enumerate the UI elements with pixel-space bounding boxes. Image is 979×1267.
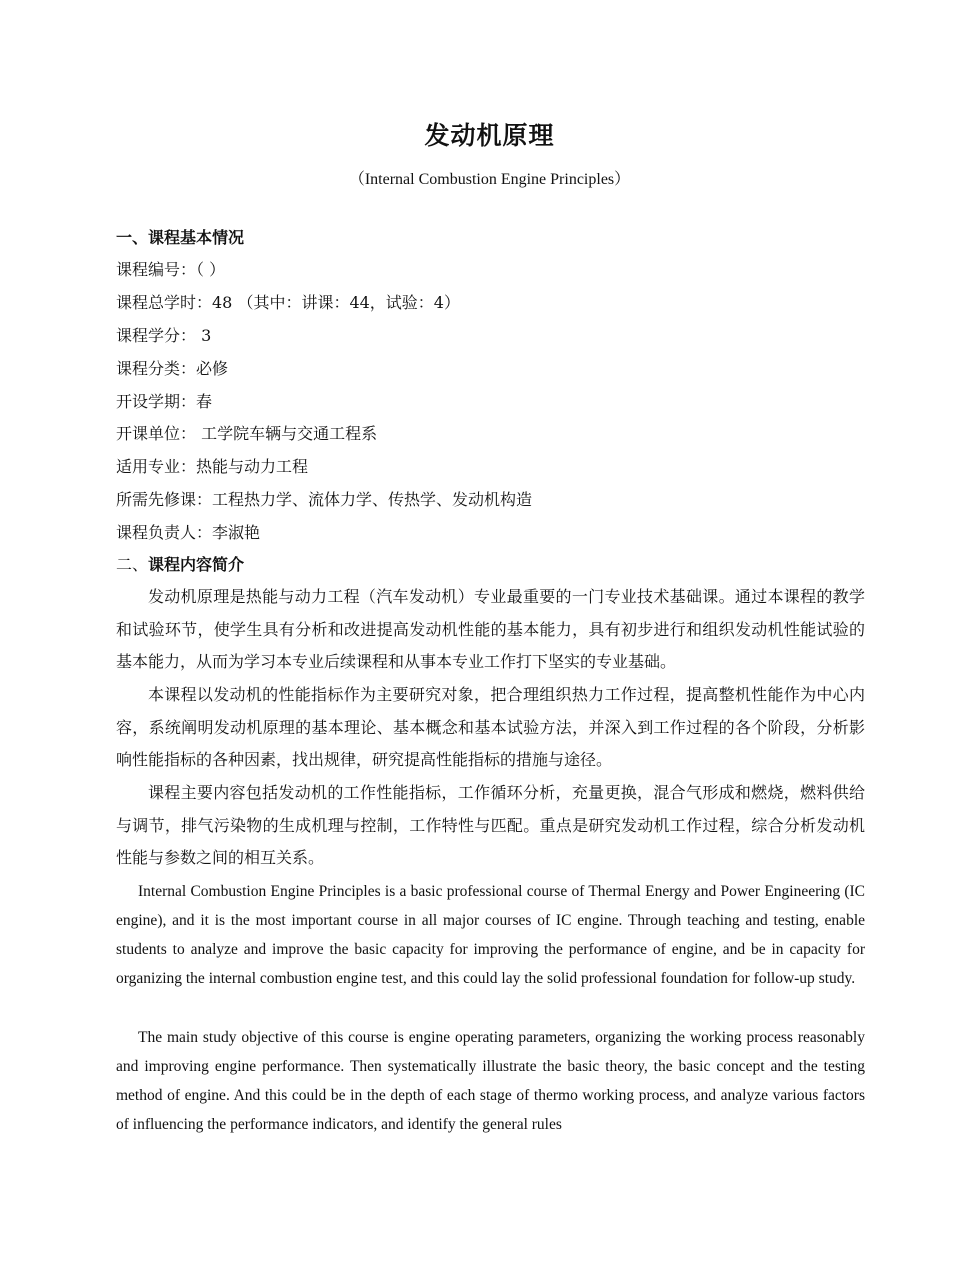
course-department: 开课单位： 工学院车辆与交通工程系 [116, 424, 378, 443]
course-instructor: 课程负责人：李淑艳 [116, 523, 261, 542]
course-credits: 课程学分： 3 [116, 326, 212, 345]
section2-heading-text: 课程内容简介 [148, 555, 245, 574]
intro-paragraph-cn-1: 发动机原理是热能与动力工程（汽车发动机）专业最重要的一门专业技术基础课。通过本课程的教学和试验环节，使学生具有分析和改进提高发动机性能的基本能力，具有初步进行和组织发动机性能试验的基本能力，从而为学习本专业后续课程和从事本专业工作打下坚实的专业基础。 [116, 587, 865, 671]
intro-paragraph-cn-2: 本课程以发动机的性能指标作为主要研究对象，把合理组织热力工作过程，提高整机性能作为中心内容，系统阐明发动机原理的基本理论、基本概念和基本试验方法，并深入到工作过程的各个阶段，分析影响性能指标的各种因素，找出规律，研究提高性能指标的措施与途径。 [116, 685, 865, 769]
intro-paragraph-en-2: The main study objective of this course is engine operating parameters, organizing the working process reasonably and improving engine performance. Then systematically illustrate the basic theory, the basic concept and the testing method of engine. And this could be in the depth of each stage of thermo working process, and analyze various factors of influencing the performance indicators, and identify the general rules [116, 1029, 865, 1133]
section2-heading [116, 555, 244, 575]
course-semester: 开设学期：春 [116, 392, 213, 411]
course-hours: 课程总学时：48 （其中：讲课：44，试验：4） [116, 293, 460, 312]
course-category: 课程分类：必修 [116, 359, 229, 378]
course-major: 适用专业：热能与动力工程 [116, 457, 309, 476]
section1-heading: 一、课程基本情况 [116, 228, 245, 247]
course-prerequisites: 所需先修课：工程热力学、流体力学、传热学、发动机构造 [116, 490, 533, 509]
course-code: 课程编号：（ ） [116, 260, 226, 279]
page-title: 发动机原理 [424, 121, 555, 150]
section2-heading-prefix: 二、 [116, 555, 149, 574]
intro-paragraph-en-1: Internal Combustion Engine Principles is a basic professional course of Thermal Energy and Power Engineering (IC engine), and it is the most important course in all major courses of IC engine. Through teaching and testing, enable students to analyze and improve the basic capacity for improving the performance of engine, and be in capacity for organizing the internal combustion engine test, and this could lay the solid professional foundation for follow-up study. [116, 883, 865, 987]
intro-paragraph-cn-3: 课程主要内容包括发动机的工作性能指标，工作循环分析，充量更换，混合气形成和燃烧，燃料供给与调节，排气污染物的生成机理与控制，工作特性与匹配。重点是研究发动机工作过程，综合分析发动机性能与参数之间的相互关系。 [116, 783, 865, 867]
page-subtitle: （Internal Combustion Engine Principles） [348, 171, 631, 188]
